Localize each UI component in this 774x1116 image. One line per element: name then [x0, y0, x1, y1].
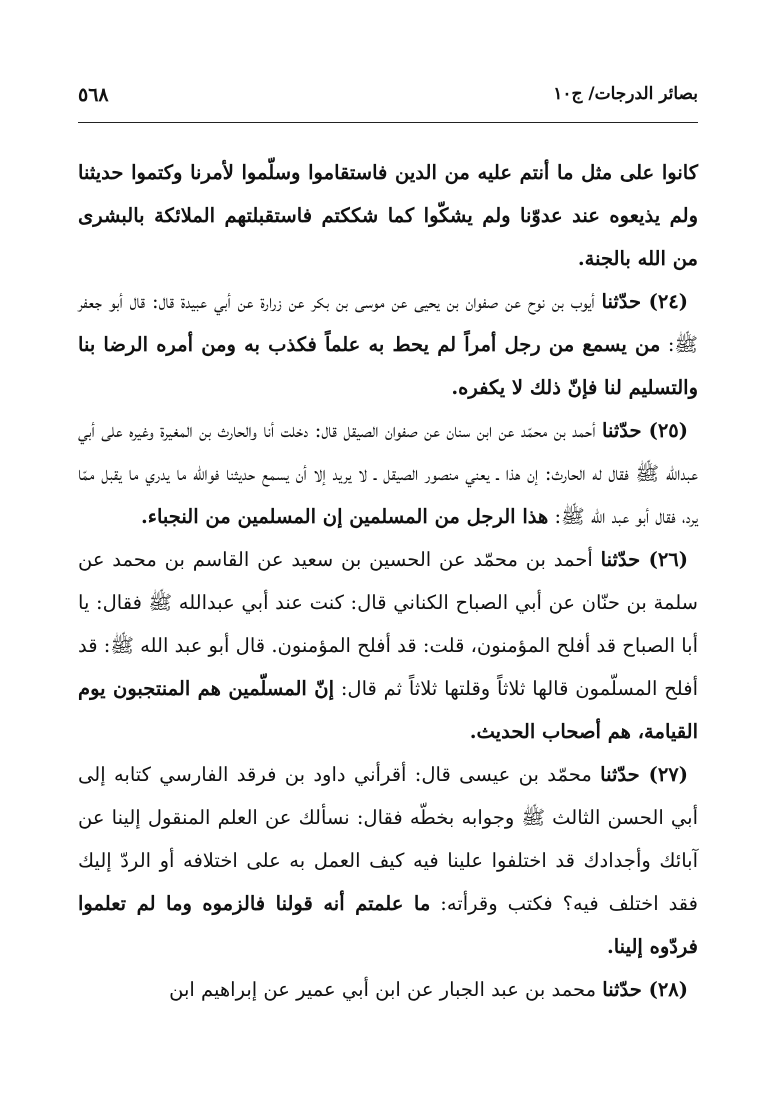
running-title: بصائر الدرجات/ ج١٠ [553, 84, 698, 104]
page-header [78, 70, 698, 123]
paragraph-hadith-27 [78, 753, 698, 968]
hadith-number: (٢٥) حدّثنا [602, 419, 689, 442]
paragraph-hadith-28 [78, 968, 698, 1011]
text-segment: أيوب بن نوح عن صفوان بن يحيى عن موسى بن بكر عن زرارة عن أبي عبيدة قال: قال أبو جعفر ﷺ: [78, 290, 698, 356]
body-text [78, 151, 698, 1011]
page-number: ٥٦٨ [78, 84, 109, 106]
text-segment-bold: ما علمتم أنه قولنا فالزموه وما لم تعلموا فردّوه إلينا. [78, 892, 698, 958]
text-segment: أحمد بن محمّد عن ابن سنان عن صفوان الصيقل قال: دخلت أنا والحارث بن المغيرة وغيره على أبي عبدالله ﷺ فقال له الحارث: إن هذا ـ يعني منصور الصيقل ـ لا يريد إلا أن يسمع حديثنا فوالله ما يدري ما يقبل ممّا يرد، فقال أبو عبد الله ﷺ: [78, 419, 698, 528]
hadith-number: (٢٨) حدّثنا [602, 978, 688, 1001]
document-page [78, 70, 698, 1100]
hadith-number: (٢٤) حدّثنا [601, 290, 688, 313]
text-segment-bold: إنّ المسلّمين هم المنتجبون يوم القيامة، هم أصحاب الحديث. [78, 677, 698, 743]
text-segment: أحمد بن محمّد عن الحسين بن سعيد عن القاسم بن محمد عن سلمة بن حنّان عن أبي الصباح الكناني قال: كنت عند أبي عبدالله ﷺ فقال: يا أبا الصباح قد أفلح المؤمنون، قلت: قد أفلح المؤمنون. قال أبو عبد الله ﷺ: قد أفلح المسلّمون قالها ثلاثاً وقلتها ثلاثاً ثم قال: [78, 548, 698, 700]
paragraph-continuation [78, 151, 698, 280]
hadith-number: (٢٦) حدّثنا [600, 548, 688, 571]
text-segment-bold: هذا الرجل من المسلمين إن المسلمين من النجباء. [141, 505, 549, 528]
text-segment-bold: من يسمع من رجل أمراً لم يحط به علماً فكذب به ومن أمره الرضا بنا والتسليم لنا فإنّ ذلك لا يكفره. [78, 333, 698, 399]
paragraph-hadith-24 [78, 280, 698, 409]
text-segment: محمّد بن عيسى قال: أقرأني داود بن فرقد الفارسي كتابه إلى أبي الحسن الثالث ﷺ وجوابه بخطّه فقال: نسألك عن العلم المنقول إلينا عن آبائك وأجدادك قد اختلفوا علينا فيه كيف العمل به على اختلافه أو الردّ إليك فقد اختلف فيه؟ فكتب وقرأته: [78, 763, 698, 915]
text-segment: محمد بن عبد الجبار عن ابن أبي عمير عن إبراهيم ابن [169, 978, 603, 1001]
hadith-number: (٢٧) حدّثنا [600, 763, 689, 786]
text-segment-bold: كانوا على مثل ما أنتم عليه من الدين فاستقاموا وسلّموا لأمرنا وكتموا حديثنا ولم يذيعوه عند عدوّنا ولم يشكّوا كما شككتم فاستقبلتهم الملائكة بالبشرى من الله بالجنة. [78, 161, 698, 270]
paragraph-hadith-26 [78, 538, 698, 753]
paragraph-hadith-25 [78, 409, 698, 538]
